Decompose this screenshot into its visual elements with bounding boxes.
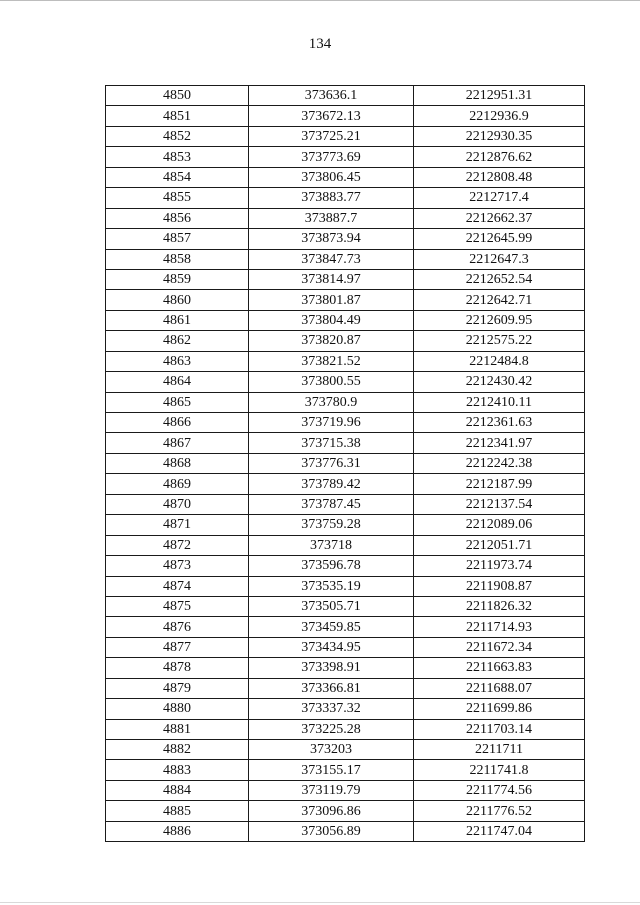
y-coordinate-cell: 2211703.14 — [414, 719, 585, 739]
point-number-cell: 4852 — [106, 126, 249, 146]
table-row — [106, 740, 585, 760]
point-number-cell: 4878 — [106, 658, 249, 678]
x-coordinate-cell: 373434.95 — [249, 637, 414, 657]
y-coordinate-cell: 2212484.8 — [414, 351, 585, 371]
y-coordinate-cell: 2212051.71 — [414, 535, 585, 555]
point-number-cell: 4867 — [106, 433, 249, 453]
x-coordinate-cell: 373337.32 — [249, 699, 414, 719]
y-coordinate-cell: 2212575.22 — [414, 331, 585, 351]
y-coordinate-cell: 2212410.11 — [414, 392, 585, 412]
y-coordinate-cell: 2212717.4 — [414, 188, 585, 208]
x-coordinate-cell: 373821.52 — [249, 351, 414, 371]
y-coordinate-cell: 2212089.06 — [414, 515, 585, 535]
x-coordinate-cell: 373203 — [249, 740, 414, 760]
x-coordinate-cell: 373155.17 — [249, 760, 414, 780]
y-coordinate-cell: 2211908.87 — [414, 576, 585, 596]
point-number-cell: 4868 — [106, 453, 249, 473]
x-coordinate-cell: 373773.69 — [249, 147, 414, 167]
y-coordinate-cell: 2212645.99 — [414, 229, 585, 249]
x-coordinate-cell: 373096.86 — [249, 801, 414, 821]
y-coordinate-cell: 2211747.04 — [414, 821, 585, 841]
table-row — [106, 413, 585, 433]
y-coordinate-cell: 2212808.48 — [414, 167, 585, 187]
point-number-cell: 4883 — [106, 760, 249, 780]
y-coordinate-cell: 2212951.31 — [414, 86, 585, 106]
point-number-cell: 4860 — [106, 290, 249, 310]
y-coordinate-cell: 2212242.38 — [414, 453, 585, 473]
y-coordinate-cell: 2211973.74 — [414, 556, 585, 576]
y-coordinate-cell: 2211699.86 — [414, 699, 585, 719]
table-row — [106, 617, 585, 637]
scan-top-edge — [0, 0, 640, 1]
x-coordinate-cell: 373801.87 — [249, 290, 414, 310]
point-number-cell: 4871 — [106, 515, 249, 535]
y-coordinate-cell: 2212341.97 — [414, 433, 585, 453]
table-row — [106, 515, 585, 535]
table-row — [106, 719, 585, 739]
point-number-cell: 4873 — [106, 556, 249, 576]
table-row — [106, 351, 585, 371]
table-row — [106, 494, 585, 514]
x-coordinate-cell: 373847.73 — [249, 249, 414, 269]
table-row — [106, 699, 585, 719]
table-row — [106, 760, 585, 780]
point-number-cell: 4869 — [106, 474, 249, 494]
y-coordinate-cell: 2211776.52 — [414, 801, 585, 821]
point-number-cell: 4856 — [106, 208, 249, 228]
x-coordinate-cell: 373820.87 — [249, 331, 414, 351]
point-number-cell: 4881 — [106, 719, 249, 739]
x-coordinate-cell: 373725.21 — [249, 126, 414, 146]
y-coordinate-cell: 2212930.35 — [414, 126, 585, 146]
table-row — [106, 801, 585, 821]
x-coordinate-cell: 373505.71 — [249, 596, 414, 616]
point-number-cell: 4859 — [106, 269, 249, 289]
point-number-cell: 4850 — [106, 86, 249, 106]
table-row — [106, 86, 585, 106]
x-coordinate-cell: 373814.97 — [249, 269, 414, 289]
y-coordinate-cell: 2212609.95 — [414, 310, 585, 330]
point-number-cell: 4876 — [106, 617, 249, 637]
table-row — [106, 290, 585, 310]
table-body — [106, 86, 585, 842]
table-row — [106, 372, 585, 392]
table-row — [106, 453, 585, 473]
point-number-cell: 4854 — [106, 167, 249, 187]
table-row — [106, 637, 585, 657]
scan-bottom-edge — [0, 902, 640, 903]
point-number-cell: 4865 — [106, 392, 249, 412]
page-number: 134 — [308, 36, 332, 52]
y-coordinate-cell: 2212647.3 — [414, 249, 585, 269]
point-number-cell: 4880 — [106, 699, 249, 719]
table-row — [106, 229, 585, 249]
table-row — [106, 331, 585, 351]
x-coordinate-cell: 373596.78 — [249, 556, 414, 576]
x-coordinate-cell: 373804.49 — [249, 310, 414, 330]
y-coordinate-cell: 2212652.54 — [414, 269, 585, 289]
x-coordinate-cell: 373883.77 — [249, 188, 414, 208]
table-row — [106, 556, 585, 576]
y-coordinate-cell: 2211774.56 — [414, 780, 585, 800]
point-number-cell: 4862 — [106, 331, 249, 351]
y-coordinate-cell: 2212876.62 — [414, 147, 585, 167]
point-number-cell: 4884 — [106, 780, 249, 800]
y-coordinate-cell: 2211741.8 — [414, 760, 585, 780]
table-row — [106, 821, 585, 841]
y-coordinate-cell: 2211688.07 — [414, 678, 585, 698]
table-row — [106, 433, 585, 453]
table-row — [106, 269, 585, 289]
y-coordinate-cell: 2212137.54 — [414, 494, 585, 514]
y-coordinate-cell: 2211826.32 — [414, 596, 585, 616]
table-row — [106, 167, 585, 187]
x-coordinate-cell: 373056.89 — [249, 821, 414, 841]
point-number-cell: 4863 — [106, 351, 249, 371]
point-number-cell: 4879 — [106, 678, 249, 698]
y-coordinate-cell: 2211663.83 — [414, 658, 585, 678]
table-row — [106, 474, 585, 494]
table-row — [106, 147, 585, 167]
point-number-cell: 4882 — [106, 740, 249, 760]
x-coordinate-cell: 373887.7 — [249, 208, 414, 228]
table-row — [106, 188, 585, 208]
table-row — [106, 596, 585, 616]
y-coordinate-cell: 2211714.93 — [414, 617, 585, 637]
x-coordinate-cell: 373800.55 — [249, 372, 414, 392]
y-coordinate-cell: 2211672.34 — [414, 637, 585, 657]
point-number-cell: 4874 — [106, 576, 249, 596]
table-row — [106, 106, 585, 126]
x-coordinate-cell: 373806.45 — [249, 167, 414, 187]
point-number-cell: 4875 — [106, 596, 249, 616]
point-number-cell: 4857 — [106, 229, 249, 249]
table-row — [106, 310, 585, 330]
x-coordinate-cell: 373225.28 — [249, 719, 414, 739]
point-number-cell: 4870 — [106, 494, 249, 514]
y-coordinate-cell: 2211711 — [414, 740, 585, 760]
point-number-cell: 4866 — [106, 413, 249, 433]
table-row — [106, 392, 585, 412]
x-coordinate-cell: 373759.28 — [249, 515, 414, 535]
table-row — [106, 535, 585, 555]
x-coordinate-cell: 373535.19 — [249, 576, 414, 596]
y-coordinate-cell: 2212662.37 — [414, 208, 585, 228]
y-coordinate-cell: 2212936.9 — [414, 106, 585, 126]
x-coordinate-cell: 373672.13 — [249, 106, 414, 126]
table-row — [106, 678, 585, 698]
point-number-cell: 4885 — [106, 801, 249, 821]
x-coordinate-cell: 373718 — [249, 535, 414, 555]
table-row — [106, 126, 585, 146]
point-number-cell: 4853 — [106, 147, 249, 167]
coordinates-table — [105, 85, 585, 842]
x-coordinate-cell: 373715.38 — [249, 433, 414, 453]
x-coordinate-cell: 373776.31 — [249, 453, 414, 473]
y-coordinate-cell: 2212187.99 — [414, 474, 585, 494]
point-number-cell: 4858 — [106, 249, 249, 269]
point-number-cell: 4886 — [106, 821, 249, 841]
y-coordinate-cell: 2212642.71 — [414, 290, 585, 310]
x-coordinate-cell: 373398.91 — [249, 658, 414, 678]
point-number-cell: 4861 — [106, 310, 249, 330]
x-coordinate-cell: 373459.85 — [249, 617, 414, 637]
table-row — [106, 658, 585, 678]
y-coordinate-cell: 2212430.42 — [414, 372, 585, 392]
point-number-cell: 4877 — [106, 637, 249, 657]
point-number-cell: 4864 — [106, 372, 249, 392]
point-number-cell: 4851 — [106, 106, 249, 126]
point-number-cell: 4855 — [106, 188, 249, 208]
table-row — [106, 249, 585, 269]
y-coordinate-cell: 2212361.63 — [414, 413, 585, 433]
x-coordinate-cell: 373636.1 — [249, 86, 414, 106]
x-coordinate-cell: 373787.45 — [249, 494, 414, 514]
x-coordinate-cell: 373789.42 — [249, 474, 414, 494]
x-coordinate-cell: 373719.96 — [249, 413, 414, 433]
table-row — [106, 780, 585, 800]
x-coordinate-cell: 373873.94 — [249, 229, 414, 249]
table-row — [106, 208, 585, 228]
x-coordinate-cell: 373780.9 — [249, 392, 414, 412]
x-coordinate-cell: 373366.81 — [249, 678, 414, 698]
x-coordinate-cell: 373119.79 — [249, 780, 414, 800]
point-number-cell: 4872 — [106, 535, 249, 555]
table-row — [106, 576, 585, 596]
